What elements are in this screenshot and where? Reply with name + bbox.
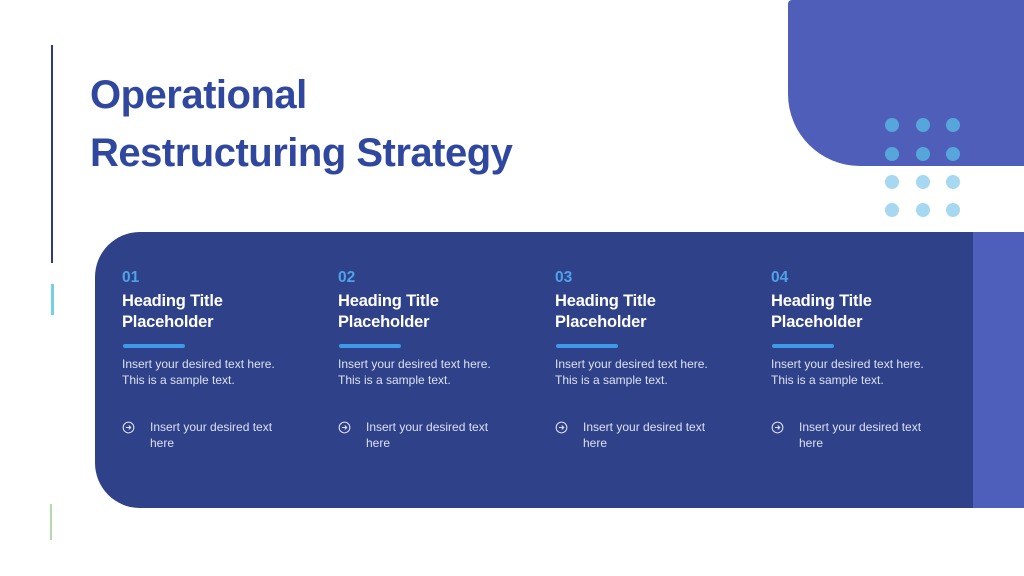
circle-arrow-icon [555,421,568,434]
deco-dot [885,203,899,217]
step-body-text: Insert your desired text here. This is a sample text. [122,357,275,387]
step-bullet [338,420,494,451]
step-column-3 [555,232,755,508]
step-body-text: Insert your desired text here. This is a sample text. [771,357,924,387]
accent-line-cyan [51,284,54,315]
step-heading: Heading Title Placeholder [555,292,656,331]
heading-underline [123,344,185,348]
step-bullet [555,420,711,451]
deco-dot [946,203,960,217]
deco-dot [885,118,899,132]
slide-title-line2: Restructuring Strategy [90,131,513,175]
step-heading: Heading Title Placeholder [771,292,872,331]
step-column-4 [771,232,971,508]
slide-title-line1: Operational [90,73,307,117]
accent-line-green [50,504,52,540]
circle-arrow-icon [122,421,135,434]
heading-underline [772,344,834,348]
deco-dot [946,175,960,189]
deco-dot [916,203,930,217]
step-number: 02 [338,269,356,286]
deco-dot [916,175,930,189]
slide-title [90,66,650,182]
step-body-text: Insert your desired text here. This is a sample text. [555,357,708,387]
circle-arrow-icon [338,421,351,434]
heading-underline [339,344,401,348]
deco-dot [946,118,960,132]
content-panel-side-strip [973,232,1024,508]
deco-dot [916,147,930,161]
step-bullet-text: Insert your desired text here [583,420,706,450]
step-number: 01 [122,269,140,286]
deco-dot [885,147,899,161]
step-number: 04 [771,269,789,286]
step-heading: Heading Title Placeholder [338,292,439,331]
corner-shape [788,0,1024,166]
step-column-1 [122,232,322,508]
deco-dot [916,118,930,132]
deco-dot [946,147,960,161]
step-bullet [771,420,927,451]
circle-arrow-icon [771,421,784,434]
step-number: 03 [555,269,573,286]
step-bullet [122,420,278,451]
step-bullet-text: Insert your desired text here [150,420,273,450]
heading-underline [556,344,618,348]
step-heading: Heading Title Placeholder [122,292,223,331]
step-bullet-text: Insert your desired text here [799,420,922,450]
accent-line-navy [51,45,53,263]
step-bullet-text: Insert your desired text here [366,420,489,450]
deco-dot [885,175,899,189]
step-column-2 [338,232,538,508]
step-body-text: Insert your desired text here. This is a sample text. [338,357,491,387]
